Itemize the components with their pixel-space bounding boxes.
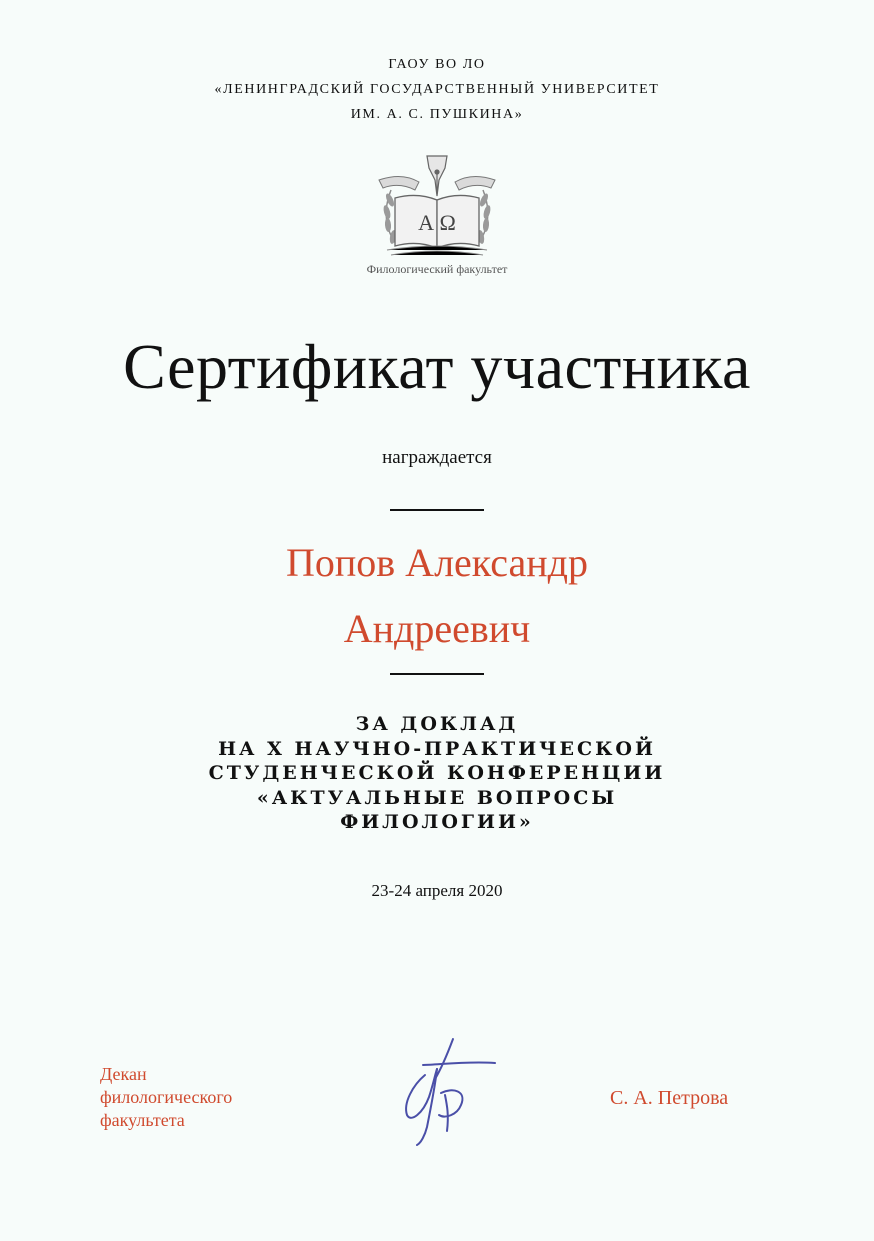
divider-top: [390, 509, 484, 511]
emblem-caption: Филологический факультет: [366, 262, 508, 276]
emblem-letters: А Ω: [418, 210, 456, 235]
position-line-1: Декан: [100, 1064, 147, 1084]
event-date: 23-24 апреля 2020: [371, 881, 503, 900]
signatory-name: С. А. Петрова: [610, 1087, 729, 1109]
recipient-name: [0, 530, 874, 662]
reason-line-3: СТУДЕНЧЕСКОЙ КОНФЕРЕНЦИИ: [208, 762, 666, 784]
position-line-3: факультета: [100, 1110, 185, 1130]
header-line-2: «ЛЕНИНГРАДСКИЙ ГОСУДАРСТВЕННЫЙ УНИВЕРСИТЕТ: [214, 82, 660, 97]
faculty-emblem-logo: [357, 150, 517, 265]
reason-line-1: ЗА ДОКЛАД: [355, 713, 519, 735]
award-reason: [0, 712, 874, 835]
position-line-2: филологического: [100, 1087, 233, 1107]
awarded-label: награждается: [382, 447, 492, 468]
signatory-position: [100, 1063, 320, 1132]
institution-header: [0, 52, 874, 127]
divider-bottom: [390, 673, 484, 675]
header-line-1: ГАОУ ВО ЛО: [388, 57, 486, 72]
recipient-name-line-1: Попов Александр: [286, 540, 588, 585]
reason-line-2: НА X НАУЧНО-ПРАКТИЧЕСКОЙ: [218, 737, 656, 760]
reason-line-4: «АКТУАЛЬНЫЕ ВОПРОСЫ: [256, 786, 618, 809]
header-line-3: ИМ. А. С. ПУШКИНА»: [350, 107, 524, 122]
reason-line-5: ФИЛОЛОГИИ»: [340, 811, 534, 833]
recipient-name-line-2: Андреевич: [343, 606, 531, 651]
handwritten-signature: [395, 1035, 505, 1150]
certificate-title: Сертификат участника: [123, 331, 751, 402]
